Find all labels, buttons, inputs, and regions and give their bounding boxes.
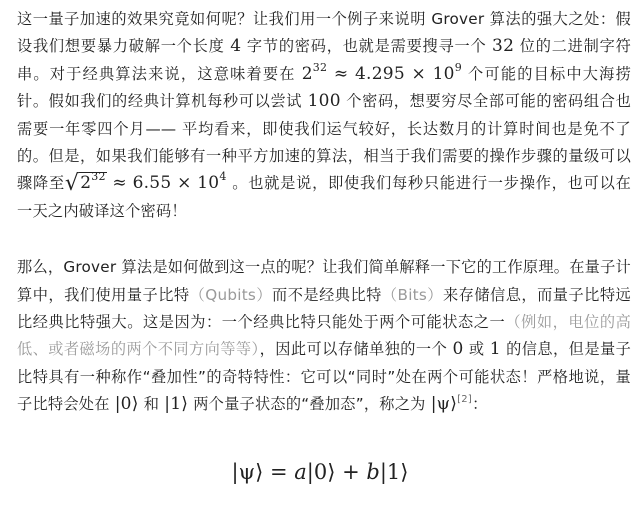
text-segment: 位的二进制字符串。对于经典算法来说，这意味着要在 xyxy=(17,37,632,83)
formula-lhs: |ψ⟩ xyxy=(231,460,264,484)
text-segment: 而不是经典比特 xyxy=(272,285,382,304)
math-rate: 100 xyxy=(307,91,341,112)
formula-plus: + xyxy=(335,460,367,484)
text-segment: ： xyxy=(472,395,488,414)
text-segment: 这一量子加速的效果究竟如何呢？让我们用一个例子来说明 Grover 算法的强大之处：假设我们想要暴力破解一个长度 xyxy=(17,10,631,56)
annotation-bits: （Bits） xyxy=(381,285,443,304)
text-segment: 字节的密码，也就是需要搜寻一个 xyxy=(241,37,493,56)
math-power-base: 2 xyxy=(301,63,313,84)
text-segment: 的信息，但是量子比特具有一种称作“叠加性”的奇特特性：它可以“同时”处在两个可能状态！严格地说，量子比特会处在 xyxy=(17,340,632,414)
formula-coefficient-b: b xyxy=(366,460,380,484)
formula-coefficient-a: a xyxy=(294,460,307,484)
math-one: 1 xyxy=(489,339,501,360)
text-segment: 或 xyxy=(463,340,490,359)
text-segment: 。也就是说，即使我们每秒只能进行一步操作，也可以在一天之内破译这个密码！ xyxy=(17,174,632,220)
reference-link[interactable]: [2] xyxy=(457,394,473,406)
math-approx-exponent: 9 xyxy=(454,60,463,74)
text-segment: ，因此可以存储单独的一个 xyxy=(259,340,453,359)
math-bit-count: 32 xyxy=(492,36,515,57)
text-segment: 个可能的目标中大海捞针。假如我们的经典计算机每秒可以尝试 xyxy=(17,64,632,111)
math-approx: ≈ 4.295 × 10 xyxy=(327,63,455,84)
math-sqrt-approx-exponent: 4 xyxy=(219,170,227,184)
math-byte-count: 4 xyxy=(230,36,242,57)
math-ket-zero: |0⟩ xyxy=(114,394,139,415)
math-zero: 0 xyxy=(452,339,464,360)
formula-ket-one: |1⟩ xyxy=(379,460,409,484)
formula-equals: = xyxy=(263,460,295,484)
annotation-example: （例如，电位的高低、或者磁场的两个不同方向等等） xyxy=(17,313,632,359)
math-ket-one: |1⟩ xyxy=(164,394,189,415)
math-search-space xyxy=(301,60,463,84)
text-segment: 和 xyxy=(138,395,165,414)
formula-ket-zero: |0⟩ xyxy=(306,460,336,484)
superposition-formula xyxy=(0,460,640,484)
text-segment: 个密码，想要穷尽全部可能的密码组合也需要一年零四个月—— 平均看来，即使我们运气较好，长达数月的计算时间也是免不了的。但是，如果我们能够有一种平方加速的算法，相当于我们需要的操作步骤的量级可以骤降至 xyxy=(17,92,632,193)
paragraph-qubit-explanation xyxy=(17,254,631,418)
radicand-exponent: 32 xyxy=(91,170,106,184)
math-sqrt-expression xyxy=(65,170,227,197)
math-power-exponent: 32 xyxy=(312,60,328,74)
text-segment: 来存储信息，而量子比特远比经典比特强大。这是因为：一个经典比特只能处于两个可能状态之一 xyxy=(17,285,631,332)
paragraph-grover-example xyxy=(17,6,631,225)
text-segment: 那么，Grover 算法是如何做到这一点的呢？让我们简单解释一下它的工作原理。在量子计算中，我们使用量子比特 xyxy=(17,258,631,304)
article-body xyxy=(17,6,631,419)
math-ket-psi: |ψ⟩ xyxy=(430,394,458,415)
sqrt-symbol: √ xyxy=(64,171,80,197)
annotation-qubits: （Qubits） xyxy=(189,285,273,304)
radicand-base: 2 xyxy=(80,173,92,194)
math-sqrt-approx: ≈ 6.55 × 10 xyxy=(106,173,220,194)
sqrt-radicand xyxy=(79,172,107,193)
text-segment: 两个量子状态的“叠加态”，称之为 xyxy=(188,395,431,414)
